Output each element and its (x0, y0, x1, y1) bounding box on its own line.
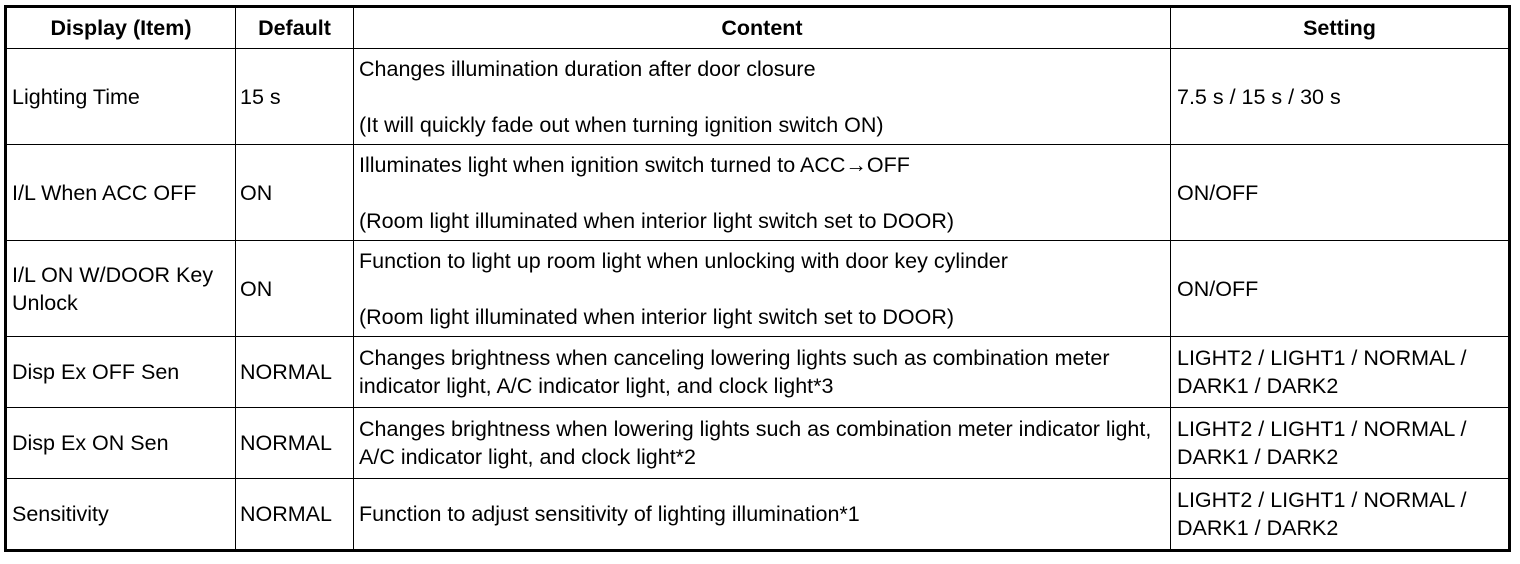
header-content: Content (354, 7, 1171, 49)
table-row (6, 241, 1510, 337)
cell-default: ON (236, 241, 354, 337)
table-row (6, 49, 1510, 145)
content-line-2: (Room light illuminated when interior light switch set to DOOR) (359, 304, 955, 329)
cell-item: Sensitivity (6, 479, 236, 551)
header-default: Default (236, 7, 354, 49)
content-line-1: Function to light up room light when unlocking with door key cylinder (359, 248, 1008, 273)
cell-setting: LIGHT2 / LIGHT1 / NORMAL / DARK1 / DARK2 (1171, 337, 1510, 408)
cell-setting: LIGHT2 / LIGHT1 / NORMAL / DARK1 / DARK2 (1171, 479, 1510, 551)
cell-content: Function to adjust sensitivity of lighting illumination*1 (354, 479, 1171, 551)
table-row (6, 145, 1510, 241)
table-row (6, 337, 1510, 408)
cell-item: Disp Ex ON Sen (6, 408, 236, 479)
cell-content (354, 49, 1171, 145)
cell-item: I/L ON W/DOOR Key Unlock (6, 241, 236, 337)
cell-item: Lighting Time (6, 49, 236, 145)
cell-content (354, 145, 1171, 241)
content-line-2: (Room light illuminated when interior light switch set to DOOR) (359, 208, 955, 233)
cell-content: Changes brightness when lowering lights such as combination meter indicator light, A/C indicator light, and clock light*2 (354, 408, 1171, 479)
cell-content (354, 241, 1171, 337)
cell-default: NORMAL (236, 479, 354, 551)
cell-default: NORMAL (236, 408, 354, 479)
cell-item: I/L When ACC OFF (6, 145, 236, 241)
cell-setting: ON/OFF (1171, 241, 1510, 337)
cell-content: Changes brightness when canceling lowering lights such as combination meter indicator light, A/C indicator light, and clock light*3 (354, 337, 1171, 408)
content-line-2: (It will quickly fade out when turning ignition switch ON) (359, 112, 884, 137)
header-row (6, 7, 1510, 49)
table-row (6, 408, 1510, 479)
cell-setting: 7.5 s / 15 s / 30 s (1171, 49, 1510, 145)
header-item: Display (Item) (6, 7, 236, 49)
display-settings-table (4, 5, 1511, 552)
cell-setting: ON/OFF (1171, 145, 1510, 241)
content-line-1: Illuminates light when ignition switch turned to ACC→OFF (359, 152, 910, 177)
settings-table-container (4, 5, 1511, 552)
cell-setting: LIGHT2 / LIGHT1 / NORMAL / DARK1 / DARK2 (1171, 408, 1510, 479)
cell-item: Disp Ex OFF Sen (6, 337, 236, 408)
cell-default: NORMAL (236, 337, 354, 408)
header-setting: Setting (1171, 7, 1510, 49)
cell-default: ON (236, 145, 354, 241)
cell-default: 15 s (236, 49, 354, 145)
table-row (6, 479, 1510, 551)
content-line-1: Changes illumination duration after door closure (359, 56, 816, 81)
